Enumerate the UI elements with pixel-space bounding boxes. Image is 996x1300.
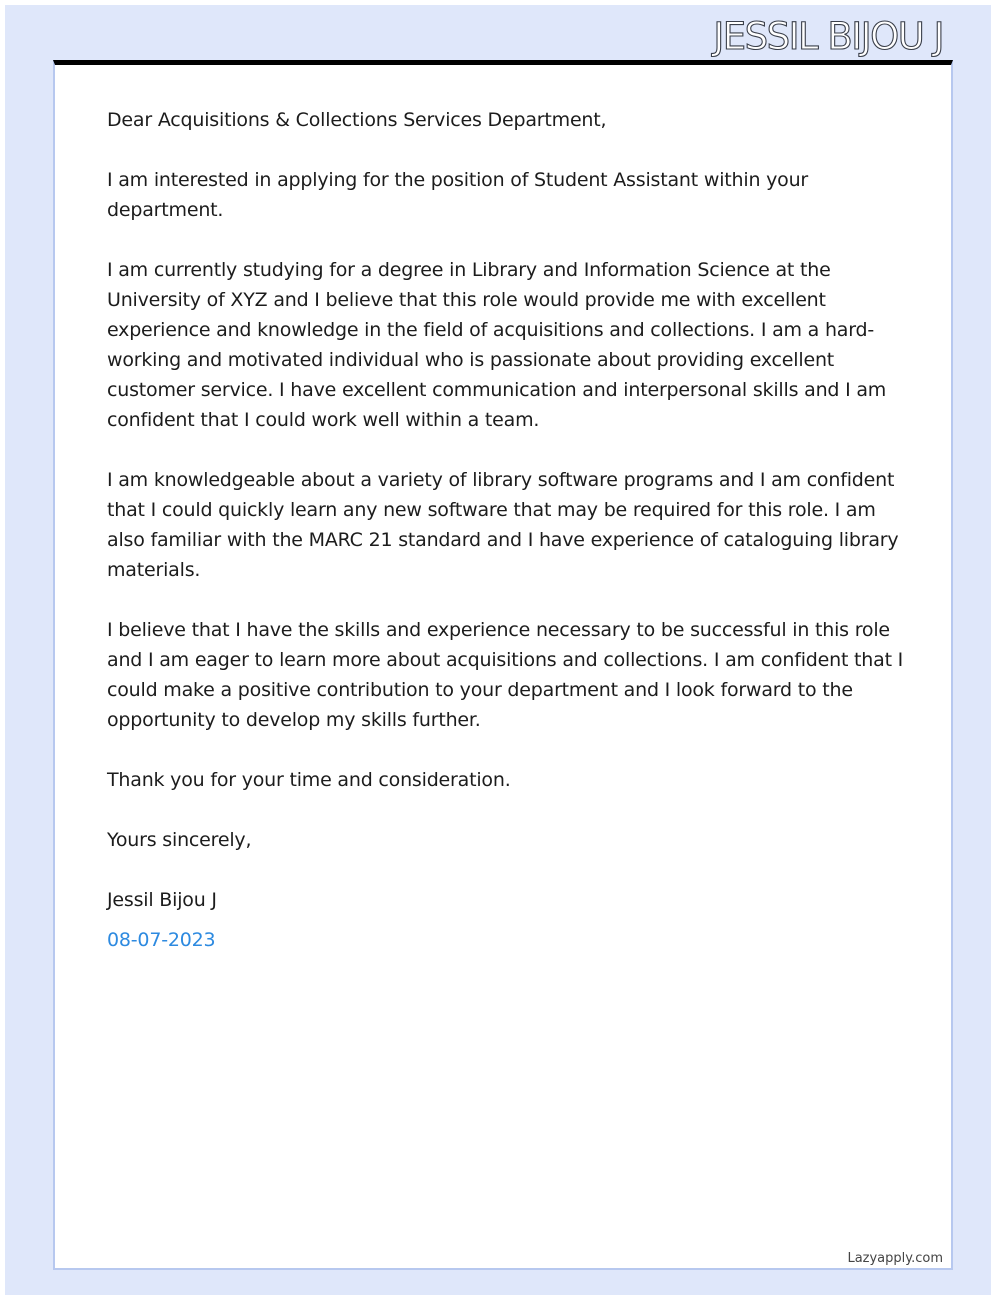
document-background	[5, 5, 991, 1295]
footer-brand-link[interactable]: Lazyapply.com	[847, 1251, 943, 1266]
letter-signature: Jessil Bijou J	[107, 889, 217, 911]
letter-date: 08-07-2023	[107, 929, 216, 951]
letter-paragraph: I am currently studying for a degree in Library and Information Science at the University of XYZ and I believe that this role would provide me with excellent experience and knowledge in the field of acquisitions and collections. I am a hard-working and motivated individual who is passionate about providing excellent customer service. I have excellent communication and interpersonal skills and I am confident that I could work well within a team.	[107, 259, 887, 431]
letter-paragraph: Thank you for your time and consideration.	[107, 769, 511, 791]
applicant-name-heading: JESSIL BIJOU J	[713, 15, 943, 58]
letter-greeting: Dear Acquisitions & Collections Services Department,	[107, 109, 607, 131]
cover-letter-body	[107, 105, 907, 955]
letter-paragraph: I am knowledgeable about a variety of library software programs and I am confident that I could quickly learn any new software that may be required for this role. I am also familiar with the MARC 21 standard and I have experience of cataloguing library materials.	[107, 469, 899, 581]
letter-paragraph: I believe that I have the skills and experience necessary to be successful in this role and I am eager to learn more about acquisitions and collections. I am confident that I could make a positive contribution to your department and I look forward to the opportunity to develop my skills further.	[107, 619, 904, 731]
letter-paragraph: I am interested in applying for the position of Student Assistant within your department.	[107, 169, 809, 221]
letter-closing: Yours sincerely,	[107, 829, 252, 851]
letter-page	[53, 60, 953, 1270]
